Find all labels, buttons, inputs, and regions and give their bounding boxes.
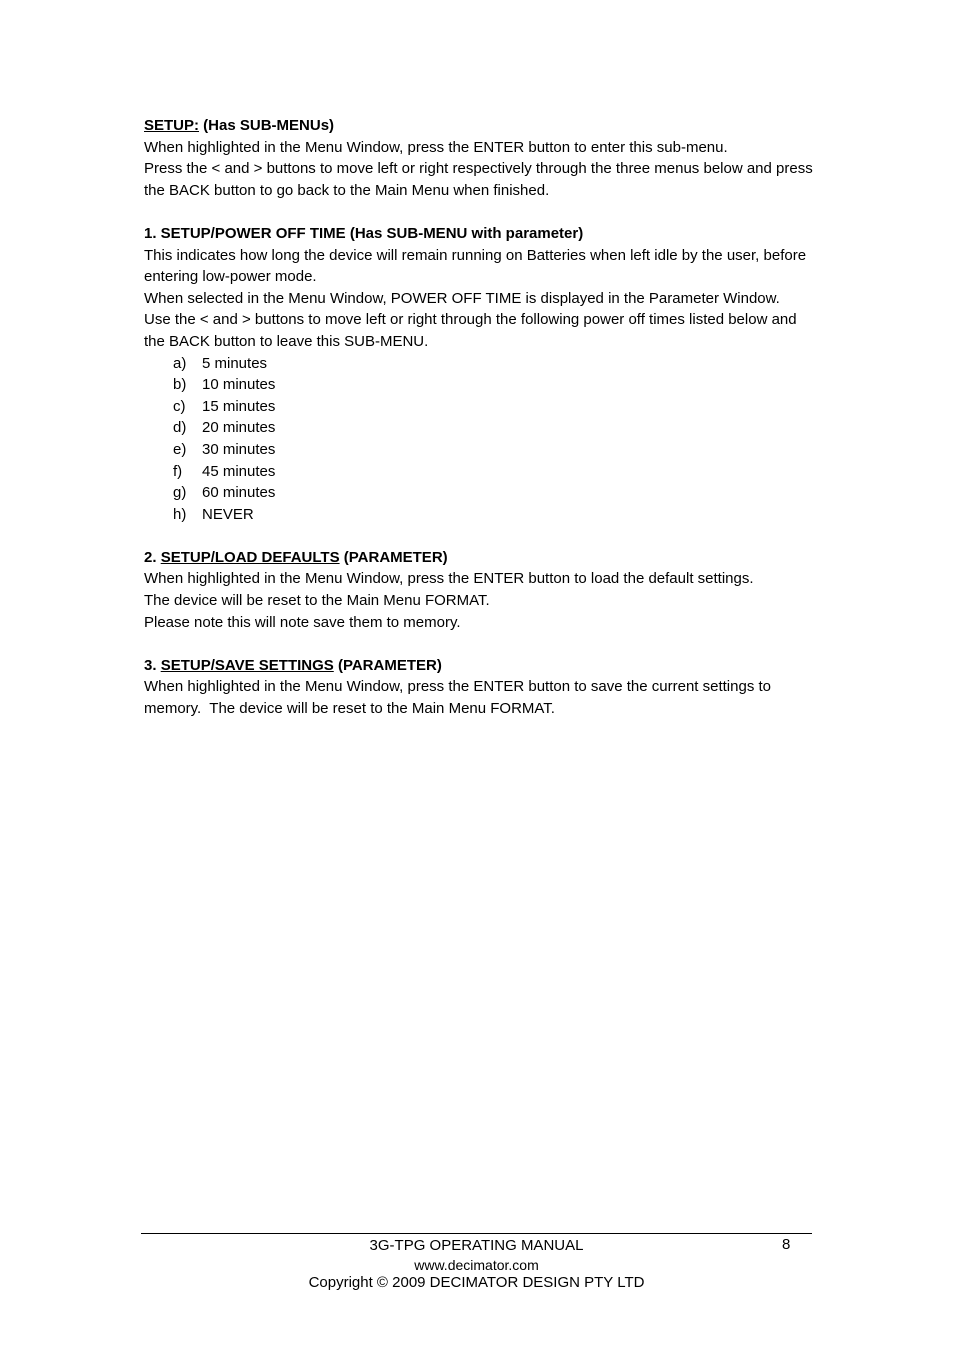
list-item — [144, 461, 814, 483]
setup-heading-suffix: (Has SUB-MENUs) — [199, 117, 335, 134]
list-item-letter: a) — [173, 354, 187, 372]
spacer — [144, 201, 814, 223]
list-item — [144, 504, 814, 526]
list-item — [144, 374, 814, 396]
footer-copyright: Copyright © 2009 DECIMATOR DESIGN PTY LTD — [308, 1273, 645, 1291]
power-off-display-note: When selected in the Menu Window, POWER OFF TIME is displayed in the Parameter Window. — [144, 289, 780, 307]
save-settings-heading-suffix: (PARAMETER) — [333, 656, 442, 674]
setup-line-2: Press the < and > buttons to move left or right respectively through the three menus below and press the BACK button to go back to the Main Menu when finished. — [144, 160, 813, 199]
list-item — [144, 417, 814, 439]
save-settings-heading-number: 3. — [144, 656, 161, 674]
power-off-heading: 1. SETUP/POWER OFF TIME (Has SUB-MENU with parameter) — [144, 224, 584, 242]
list-item-letter: b) — [173, 376, 187, 394]
footer-divider — [141, 1233, 812, 1234]
power-off-description: This indicates how long the device will remain running on Batteries when left idle by the user, before entering low-power mode. — [144, 246, 807, 286]
power-off-options-list — [144, 353, 814, 526]
load-defaults-line-1: When highlighted in the Menu Window, press the ENTER button to load the default settings. — [144, 570, 754, 588]
spacer — [144, 633, 814, 655]
list-item-letter: h) — [173, 505, 187, 523]
power-off-navigation-note: Use the < and > buttons to move left or right through the following power off times listed below and the BACK button to leave this SUB-MENU. — [144, 311, 797, 350]
list-item — [144, 482, 814, 504]
footer-url: www.decimator.com — [414, 1256, 539, 1273]
setup-heading-label: SETUP: — [144, 117, 200, 134]
load-defaults-heading — [144, 547, 814, 569]
load-defaults-heading-number: 2. — [144, 548, 161, 566]
page-number: 8 — [782, 1236, 791, 1253]
list-item-letter: f) — [173, 462, 183, 480]
load-defaults-heading-label: SETUP/LOAD DEFAULTS — [160, 548, 340, 566]
page-footer — [141, 1237, 812, 1292]
list-item-text: 45 minutes — [202, 462, 276, 480]
save-settings-heading-label: SETUP/SAVE SETTINGS — [160, 656, 334, 674]
load-defaults-line-3: Please note this will note save them to memory. — [144, 613, 461, 631]
list-item-text: 15 minutes — [202, 397, 276, 415]
load-defaults-line-2: The device will be reset to the Main Menu FORMAT. — [144, 592, 490, 610]
page-body — [144, 115, 814, 720]
list-item-text: NEVER — [202, 505, 254, 523]
list-item-text: 10 minutes — [202, 376, 276, 394]
list-item-letter: e) — [173, 440, 187, 458]
list-item-text: 30 minutes — [202, 440, 276, 458]
list-item-text: 5 minutes — [202, 354, 268, 372]
list-item-letter: c) — [173, 397, 186, 415]
load-defaults-heading-suffix: (PARAMETER) — [339, 548, 448, 566]
save-settings-description: When highlighted in the Menu Window, press the ENTER button to save the current settings to memory. The device will be reset to the Main Menu FORMAT. — [144, 678, 776, 718]
list-item-text: 20 minutes — [202, 419, 276, 437]
list-item — [144, 396, 814, 418]
setup-heading — [144, 115, 814, 137]
save-settings-heading — [144, 655, 814, 677]
list-item-text: 60 minutes — [202, 484, 276, 502]
footer-title: 3G-TPG OPERATING MANUAL — [369, 1237, 584, 1254]
setup-line-1: When highlighted in the Menu Window, press the ENTER button to enter this sub-menu. — [144, 138, 728, 156]
list-item — [144, 353, 814, 375]
spacer — [144, 525, 814, 547]
list-item — [144, 439, 814, 461]
list-item-letter: g) — [173, 484, 187, 502]
list-item-letter: d) — [173, 419, 187, 437]
